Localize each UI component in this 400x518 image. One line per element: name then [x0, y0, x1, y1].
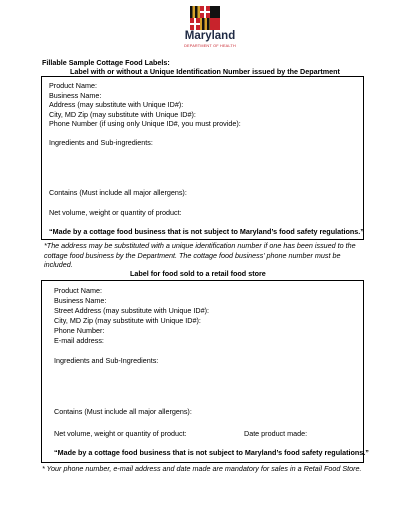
label1-field-product-name: Product Name:	[49, 81, 97, 90]
label1-field-phone: Phone Number (if using only Unique ID#, you must provide):	[49, 119, 241, 128]
footnote1-line3: included.	[44, 260, 73, 269]
form-heading: Fillable Sample Cottage Food Labels:	[42, 58, 170, 67]
label2-field-net-weight: Net volume, weight or quantity of product:	[54, 429, 187, 438]
form-subheading: Label with or without a Unique Identification Number issued by the Department	[70, 67, 340, 76]
maryland-health-logo	[180, 4, 240, 52]
label2-field-street-address: Street Address (may substitute with Unique ID#):	[54, 306, 209, 315]
label2-field-ingredients: Ingredients and Sub-Ingredients:	[54, 356, 159, 365]
label1-field-allergens: Contains (Must include all major allergens):	[49, 188, 187, 197]
footnote1-line1: *The address may be substituted with a unique identification number if one has been issued to the	[44, 241, 356, 250]
label2-box	[41, 280, 369, 463]
footnote2: * Your phone number, e-mail address and date made are mandatory for sales in a Retail Food Store.	[42, 464, 362, 473]
label1-box	[41, 76, 364, 240]
label1-field-address: Address (may substitute with Unique ID#):	[49, 100, 184, 109]
label1-disclaimer: “Made by a cottage food business that is not subject to Maryland’s food safety regulations.”	[49, 227, 364, 236]
label2-field-allergens: Contains (Must include all major allergens):	[54, 407, 192, 416]
label2-disclaimer: “Made by a cottage food business that is not subject to Maryland’s food safety regulations.”	[54, 448, 369, 457]
label2-field-product-name: Product Name:	[54, 286, 102, 295]
footnote1-line2: cottage food business by the Department. The cottage food business’ phone number must be	[44, 250, 341, 260]
label2-title: Label for food sold to a retail food store	[130, 269, 266, 278]
label1-field-city-zip: City, MD Zip (may substitute with Unique ID#):	[49, 109, 196, 119]
label1-field-ingredients: Ingredients and Sub-ingredients:	[49, 138, 153, 147]
label2-field-business-name: Business Name:	[54, 296, 107, 305]
label1-field-net-weight: Net volume, weight or quantity of product:	[49, 208, 182, 217]
label2-field-email: E-mail address:	[54, 336, 104, 345]
label2-field-city-zip: City, MD Zip (may substitute with Unique ID#):	[54, 316, 201, 325]
label2-field-date-made: Date product made:	[244, 429, 308, 438]
logo-brand: Maryland	[184, 30, 236, 42]
label1-field-business-name: Business Name:	[49, 90, 102, 100]
label2-field-phone: Phone Number:	[54, 326, 105, 335]
logo-subtitle: DEPARTMENT OF HEALTH	[184, 44, 236, 48]
